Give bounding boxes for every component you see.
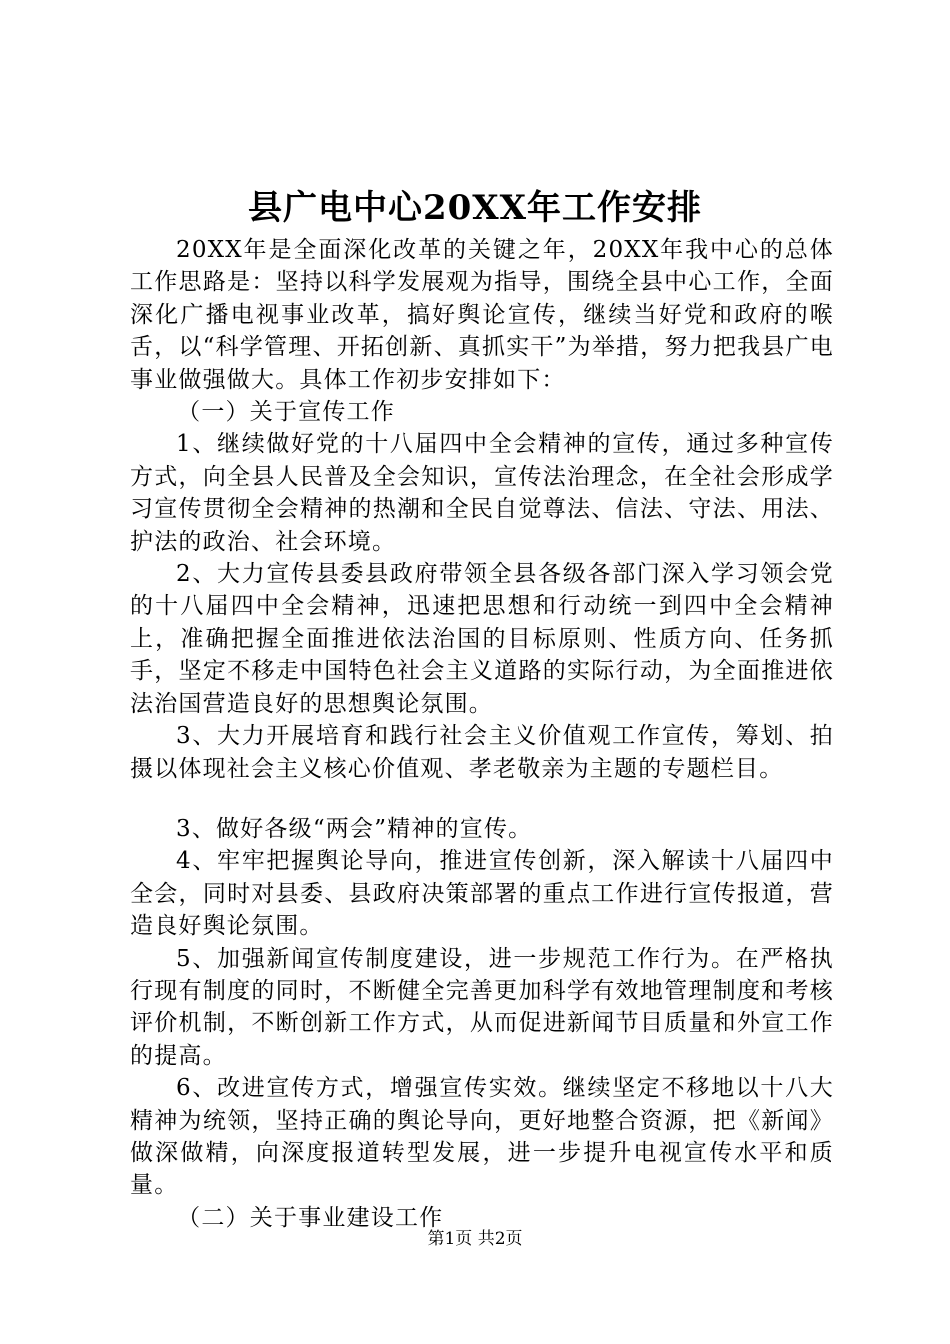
paragraph-item-3a: 3、大力开展培育和践行社会主义价值观工作宣传，筹划、拍摄以体现社会主义核心价值观、孝老敬亲为主题的专题栏目。 bbox=[130, 723, 834, 782]
document-body bbox=[130, 234, 834, 1234]
paragraph-item-6: 6、改进宣传方式，增强宣传实效。继续坚定不移地以十八大精神为统领，坚持正确的舆论导向，更好地整合资源，把《新闻》做深做精，向深度报道转型发展，进一步提升电视宣传水平和质量。 bbox=[130, 1075, 834, 1199]
paragraph-item-4: 4、牢牢把握舆论导向，推进宣传创新，深入解读十八届四中全会，同时对县委、县政府决策部署的重点工作进行宣传报道，营造良好舆论氛围。 bbox=[130, 848, 834, 940]
paragraph-intro: 20XX年是全面深化改革的关键之年，20XX年我中心的总体工作思路是：坚持以科学发展观为指导，围绕全县中心工作，全面深化广播电视事业改革，搞好舆论宣传，继续当好党和政府的喉舌，以“科学管理、开拓创新、真抓实干”为举措，努力把我县广电事业做强做大。具体工作初步安排如下： bbox=[130, 237, 834, 393]
section-heading-publicity: （一）关于宣传工作 bbox=[177, 399, 395, 426]
document-title: 县广电中心20XX年工作安排 bbox=[247, 188, 703, 228]
page-indicator: 第1页 共2页 bbox=[427, 1229, 523, 1249]
paragraph-item-1: 1、继续做好党的十八届四中全会精神的宣传，通过多种宣传方式，向全县人民普及全会知识，宣传法治理念，在全社会形成学习宣传贯彻全会精神的热潮和全民自觉尊法、信法、守法、用法、护法的政治、社会环境。 bbox=[130, 431, 834, 555]
section-heading-construction: （二）关于事业建设工作 bbox=[177, 1204, 444, 1231]
paragraph-item-2: 2、大力宣传县委县政府带领全县各级各部门深入学习领会党的十八届四中全会精神，迅速把思想和行动统一到四中全会精神上，准确把握全面推进依法治国的目标原则、性质方向、任务抓手，坚定不移走中国特色社会主义道路的实际行动，为全面推进依法治国营造良好的思想舆论氛围。 bbox=[130, 561, 834, 717]
paragraph-item-5: 5、加强新闻宣传制度建设，进一步规范工作行为。在严格执行现有制度的同时，不断健全完善更加科学有效地管理制度和考核评价机制，不断创新工作方式，从而促进新闻节目质量和外宣工作的提高。 bbox=[130, 945, 834, 1069]
paragraph-item-3b: 3、做好各级“两会”精神的宣传。 bbox=[176, 815, 533, 842]
